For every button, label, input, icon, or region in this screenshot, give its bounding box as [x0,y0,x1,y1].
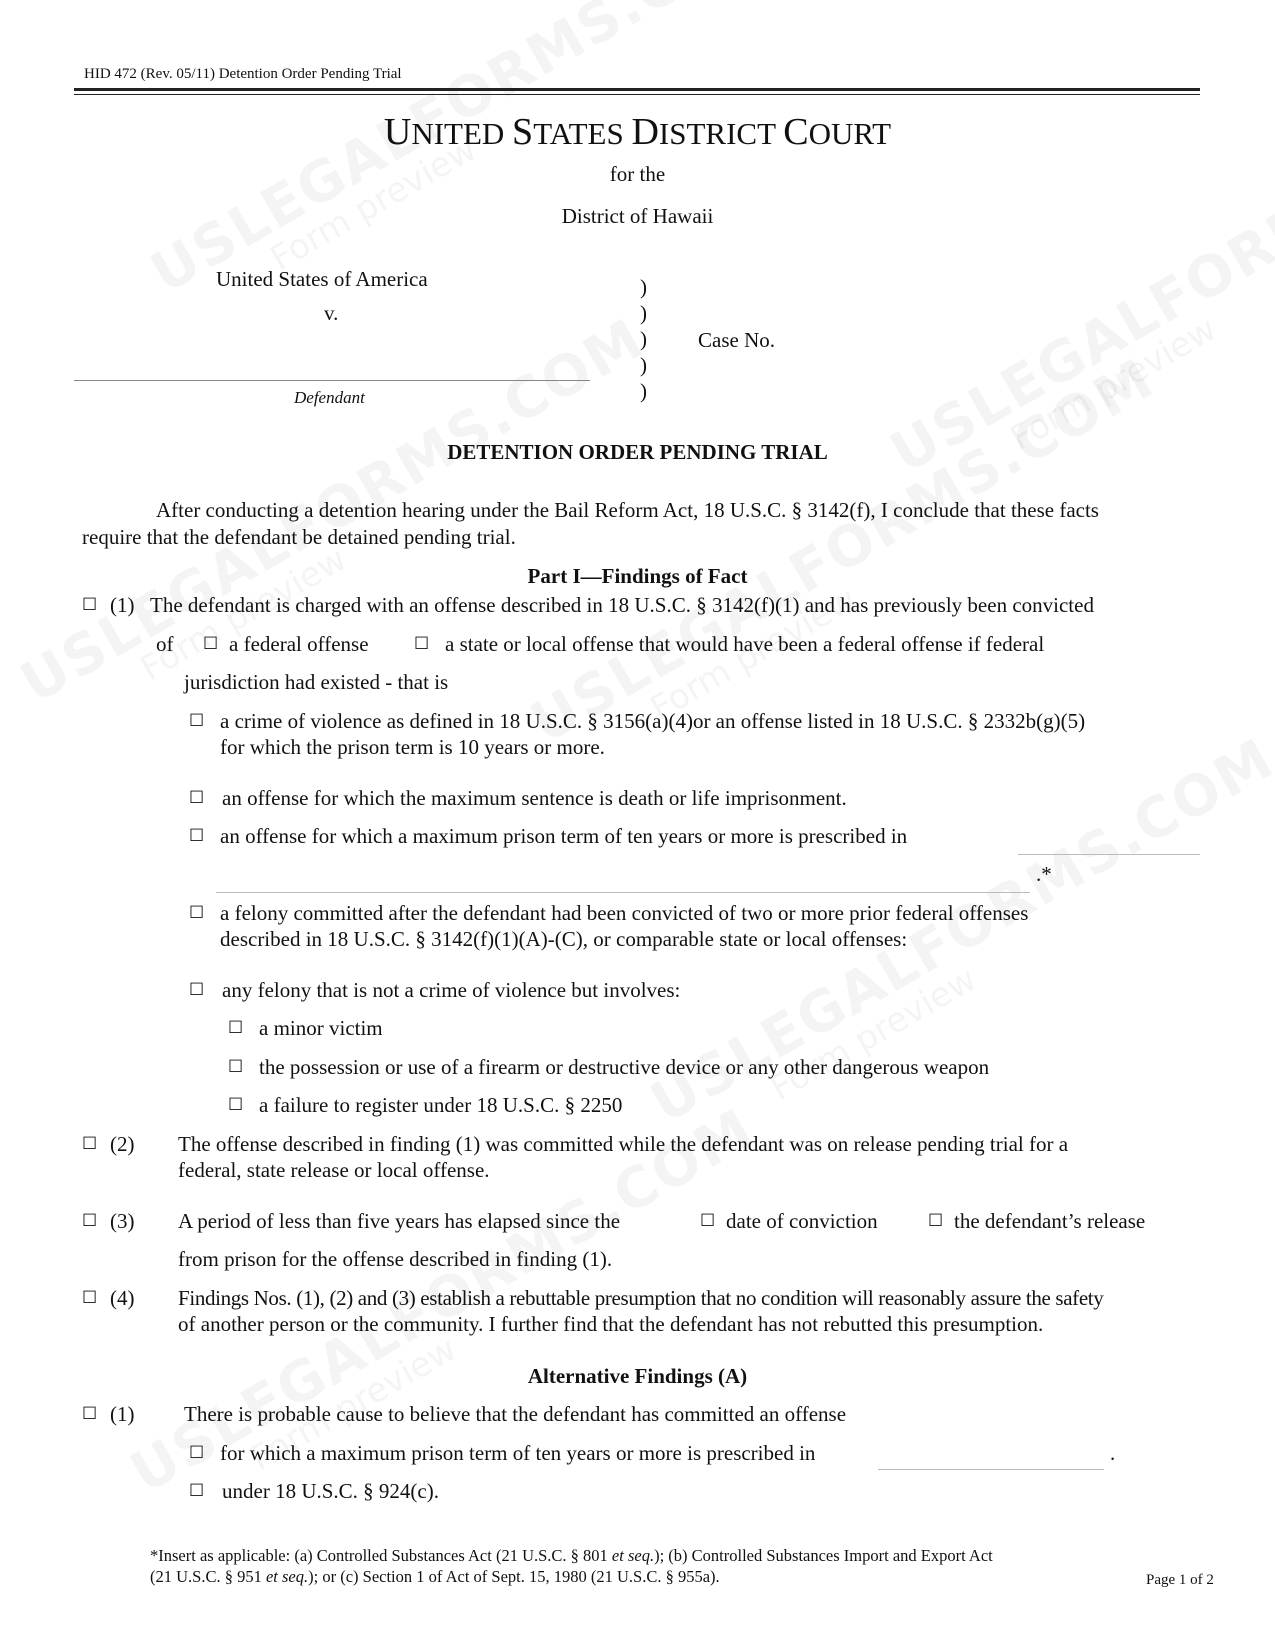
court-title: UNITED STATES DISTRICT COURT [383,111,892,153]
ten-years-blank-1[interactable] [1018,854,1200,855]
alt-a-1-text: There is probable cause to believe that the defendant has committed an offense [184,1402,847,1426]
minor-victim-checkbox[interactable]: ☐ [228,1018,244,1038]
finding-2-text-1: The offense described in finding (1) was committed while the defendant was on release pending trial for a [178,1132,1069,1156]
register-text: a failure to register under 18 U.S.C. § 2250 [259,1093,623,1117]
state-offense-label: a state or local offense that would have been a federal offense if federal [445,632,1045,656]
finding-1-number: (1) [110,593,135,617]
any-felony-checkbox[interactable]: ☐ [189,980,205,1000]
caption-paren: ) [640,275,647,299]
federal-offense-checkbox[interactable]: ☐ [203,634,219,654]
federal-offense-label: a federal offense [229,632,369,656]
finding-1-checkbox[interactable]: ☐ [82,595,98,615]
finding-1-text: The defendant is charged with an offense described in 18 U.S.C. § 3142(f)(1) and has previously been convicted [150,593,1094,617]
firearm-text: the possession or use of a firearm or destructive device or any other dangerous weapon [259,1055,990,1079]
caption-paren: ) [640,301,647,325]
minor-victim-text: a minor victim [259,1016,383,1040]
form-id-header: HID 472 (Rev. 05/11) Detention Order Pending Trial [84,66,402,82]
date-conviction-label: date of conviction [726,1209,878,1233]
felony-prior-text-2: described in 18 U.S.C. § 3142(f)(1)(A)-(C), or comparable state or local offenses: [220,927,908,951]
alt-prescribed-suffix: . [1110,1441,1116,1465]
alt-findings-a-heading: Alternative Findings (A) [527,1364,748,1388]
release-label: the defendant’s release [954,1209,1146,1233]
jurisdiction-text: jurisdiction had existed - that is [184,670,449,694]
document-title: DETENTION ORDER PENDING TRIAL [447,440,828,464]
crime-violence-text-2: for which the prison term is 10 years or more. [220,735,605,759]
defendant-label: Defendant [294,388,365,407]
caption-paren: ) [640,379,647,403]
finding-3-text-2: from prison for the offense described in finding (1). [178,1247,613,1271]
finding-3-number: (3) [110,1209,135,1233]
crime-violence-text-1: a crime of violence as defined in 18 U.S.C. § 3156(a)(4)or an offense listed in 18 U.S.C. § 2332b(g)(5) [220,709,1086,733]
register-checkbox[interactable]: ☐ [228,1095,244,1115]
alt-a-1-number: (1) [110,1402,135,1426]
finding-2-text-2: federal, state release or local offense. [178,1158,490,1182]
finding-2-number: (2) [110,1132,135,1156]
finding-4-number: (4) [110,1286,135,1310]
ten-years-checkbox[interactable]: ☐ [189,826,205,846]
page-number: Page 1 of 2 [1146,1572,1214,1588]
finding-3-text: A period of less than five years has elapsed since the [178,1209,621,1233]
for-the-text: for the [609,162,666,186]
finding-1-of: of [156,632,174,656]
finding-3-checkbox[interactable]: ☐ [82,1211,98,1231]
ten-years-blank-2[interactable] [216,892,1030,893]
ten-years-suffix: .* [1036,862,1052,886]
finding-4-text-2: of another person or the community. I further find that the defendant has not rebutted this presumption. [178,1312,1044,1336]
felony-prior-checkbox[interactable]: ☐ [189,903,205,923]
header-rule-thick [74,88,1200,91]
crime-violence-checkbox[interactable]: ☐ [189,711,205,731]
plaintiff-name: United States of America [216,267,428,291]
state-offense-checkbox[interactable]: ☐ [414,634,430,654]
intro-line-2: require that the defendant be detained pending trial. [82,525,516,549]
felony-prior-text-1: a felony committed after the defendant had been convicted of two or more prior federal offenses [220,901,1029,925]
caption-paren: ) [640,327,647,351]
district-name: District of Hawaii [561,204,714,228]
footnote-line-2: (21 U.S.C. § 951 et seq.); or (c) Section 1 of Act of Sept. 15, 1980 (21 U.S.C. § 955a). [150,1567,720,1586]
footnote-line-1: *Insert as applicable: (a) Controlled Substances Act (21 U.S.C. § 801 et seq.); (b) Controlled Substances Import and Export Act [150,1546,993,1565]
versus-text: v. [324,301,339,325]
death-life-text: an offense for which the maximum sentence is death or life imprisonment. [222,786,847,810]
alt-a-1-checkbox[interactable]: ☐ [82,1404,98,1424]
date-conviction-checkbox[interactable]: ☐ [700,1211,716,1231]
alt-924-text: under 18 U.S.C. § 924(c). [222,1479,439,1503]
alt-924-checkbox[interactable]: ☐ [189,1481,205,1501]
alt-prescribed-blank[interactable] [878,1469,1104,1470]
any-felony-text: any felony that is not a crime of violence but involves: [222,978,681,1002]
alt-prescribed-checkbox[interactable]: ☐ [189,1443,205,1463]
ten-years-text: an offense for which a maximum prison term of ten years or more is prescribed in [220,824,908,848]
firearm-checkbox[interactable]: ☐ [228,1057,244,1077]
part1-heading: Part I—Findings of Fact [527,564,748,588]
case-number-label: Case No. [698,328,775,352]
finding-2-checkbox[interactable]: ☐ [82,1134,98,1154]
defendant-name-line[interactable] [74,380,590,381]
caption-paren: ) [640,353,647,377]
release-checkbox[interactable]: ☐ [928,1211,944,1231]
finding-4-checkbox[interactable]: ☐ [82,1288,98,1308]
intro-line-1: After conducting a detention hearing under the Bail Reform Act, 18 U.S.C. § 3142(f), I conclude that these facts [156,498,1099,522]
alt-prescribed-text: for which a maximum prison term of ten years or more is prescribed in [220,1441,816,1465]
death-life-checkbox[interactable]: ☐ [189,788,205,808]
header-rule-thin [74,94,1200,95]
finding-4-text-1: Findings Nos. (1), (2) and (3) establish a rebuttable presumption that no condition will reasonably assure the safety [178,1286,1104,1310]
